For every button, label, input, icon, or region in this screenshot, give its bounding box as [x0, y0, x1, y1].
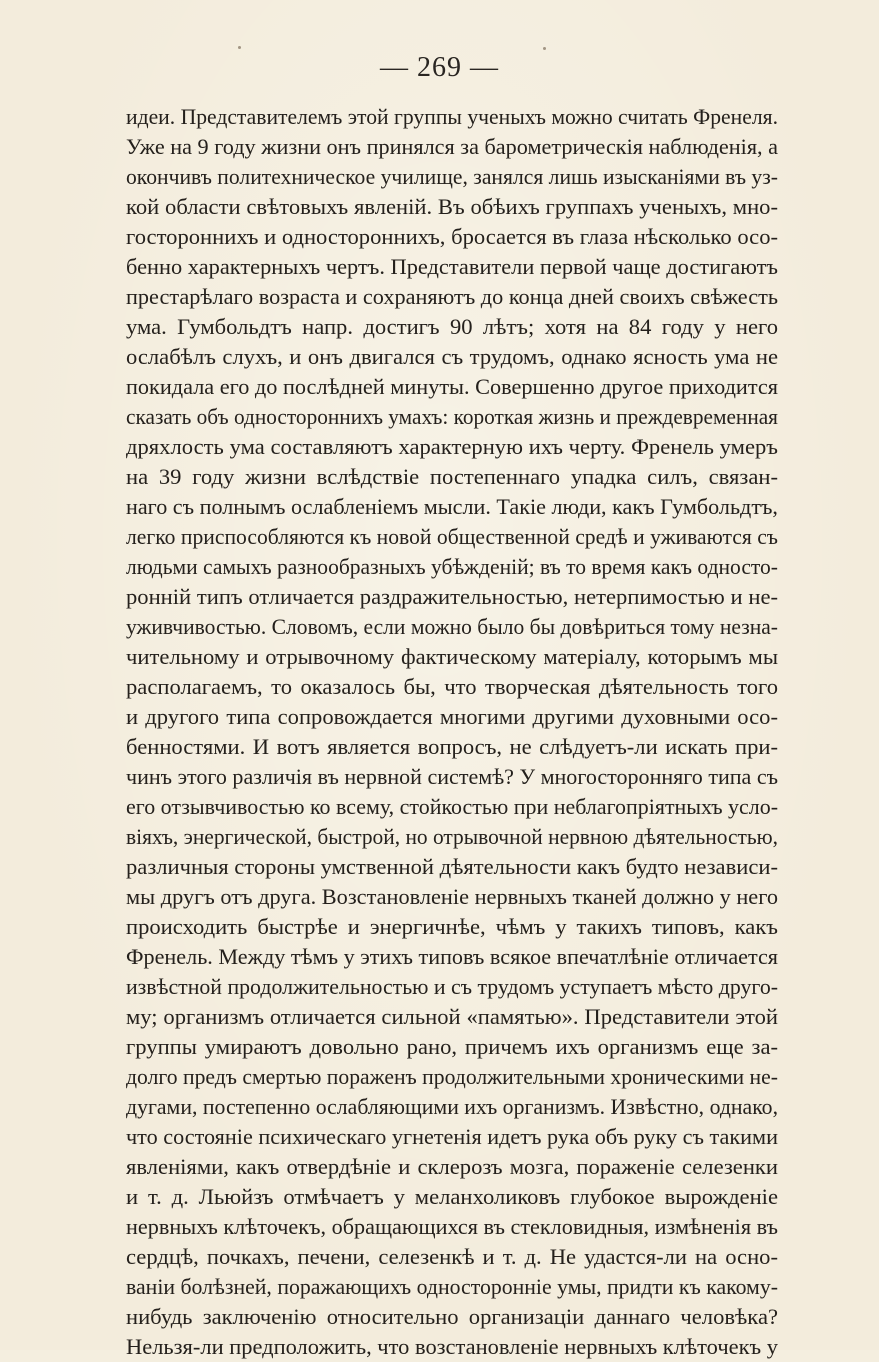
- text-line: и другого типа сопровождается многими другими духовными осо-: [126, 704, 778, 729]
- text-line: на 39 году жизни вслѣдствіе постепеннаго упадка силъ, связан-: [126, 464, 778, 489]
- page-number: — 269 —: [380, 52, 499, 83]
- text-line: располагаемъ, то оказалось бы, что творческая дѣятельность того: [126, 674, 778, 699]
- paper-speck: [238, 46, 241, 49]
- text-line: чинъ этого различія въ нервной системѣ? У многосторонняго типа съ: [126, 764, 778, 789]
- text-line: мы другъ отъ друга. Возстановленіе нервныхъ тканей должно у него: [126, 884, 778, 909]
- text-line: группы умираютъ довольно рано, причемъ ихъ организмъ еще за-: [126, 1034, 778, 1059]
- text-line: сердцѣ, почкахъ, печени, селезенкѣ и т. д. Не удастся-ли на осно-: [126, 1244, 778, 1269]
- text-line: уживчивостью. Словомъ, если можно было бы довѣриться тому незна-: [126, 614, 778, 639]
- text-line: ума. Гумбольдтъ напр. достигъ 90 лѣтъ; хотя на 84 году у него: [126, 314, 778, 339]
- text-line: ронній типъ отличается раздражительностью, нетерпимостью и не-: [126, 584, 778, 609]
- text-line: нервныхъ клѣточекъ, обращающихся въ стекловидныя, измѣненія въ: [126, 1214, 778, 1239]
- text-line: извѣстной продолжительностью и съ трудомъ уступаетъ мѣсто друго-: [126, 974, 778, 999]
- text-line: покидала его до послѣдней минуты. Совершенно другое приходится: [126, 374, 778, 399]
- text-line: престарѣлаго возраста и сохраняютъ до конца дней своихъ свѣжесть: [126, 284, 778, 309]
- text-line: ваніи болѣзней, поражающихъ односторонніе умы, придти къ какому-: [126, 1274, 778, 1299]
- text-line: происходить быстрѣе и энергичнѣе, чѣмъ у такихъ типовъ, какъ: [126, 914, 778, 939]
- text-line: нибудь заключенію относительно организаціи даннаго человѣка?: [126, 1304, 778, 1329]
- text-line: бенно характерныхъ чертъ. Представители первой чаще достигаютъ: [126, 254, 778, 279]
- text-line: чительному и отрывочному фактическому матеріалу, которымъ мы: [126, 644, 778, 669]
- text-line: дугами, постепенно ослабляющими ихъ организмъ. Извѣстно, однако,: [126, 1094, 778, 1119]
- text-line: наго съ полнымъ ослабленіемъ мысли. Такіе люди, какъ Гумбольдтъ,: [126, 494, 778, 519]
- text-line: гостороннихъ и одностороннихъ, бросается въ глаза нѣсколько осо-: [126, 224, 778, 249]
- text-line: окончивъ политехническое училище, занялся лишь изысканіями въ уз-: [126, 164, 778, 189]
- text-line: его отзывчивостью ко всему, стойкостью при неблагопріятныхъ усло-: [126, 794, 778, 819]
- text-line: людьми самыхъ разнообразныхъ убѣжденій; въ то время какъ односто-: [126, 554, 778, 579]
- text-line: ослабѣлъ слухъ, и онъ двигался съ трудомъ, однако ясность ума не: [126, 344, 778, 369]
- text-line: долго предъ смертью пораженъ продолжительными хроническими не-: [126, 1064, 778, 1089]
- text-line: Нельзя-ли предположить, что возстановленіе нервныхъ клѣточекъ у: [126, 1334, 778, 1359]
- text-line: различныя стороны умственной дѣятельности какъ будто независи-: [126, 854, 778, 879]
- text-line: сказать объ одностороннихъ умахъ: короткая жизнь и преждевременная: [126, 404, 778, 429]
- text-line: кой области свѣтовыхъ явленій. Въ обѣихъ группахъ ученыхъ, мно-: [126, 194, 778, 219]
- text-line: идеи. Представителемъ этой группы ученыхъ можно считать Френеля.: [126, 104, 778, 129]
- text-line: му; организмъ отличается сильной «памятью». Представители этой: [126, 1004, 778, 1029]
- text-line: явленіями, какъ отвердѣніе и склерозъ мозга, пораженіе селезенки: [126, 1154, 778, 1179]
- text-line: віяхъ, энергической, быстрой, но отрывочной нервною дѣятельностью,: [126, 824, 778, 849]
- text-line: Уже на 9 году жизни онъ принялся за барометрическія наблюденія, а: [126, 134, 778, 159]
- text-line: бенностями. И вотъ является вопросъ, не слѣдуетъ-ли искать при-: [126, 734, 778, 759]
- text-line: легко приспособляются къ новой общественной средѣ и уживаются съ: [126, 524, 778, 549]
- text-line: что состояніе психическаго угнетенія идетъ рука объ руку съ такими: [126, 1124, 778, 1149]
- text-line: дряхлость ума составляютъ характерную ихъ черту. Френель умеръ: [126, 434, 778, 459]
- text-line: и т. д. Льюйзъ отмѣчаетъ у меланхоликовъ глубокое вырожденіе: [126, 1184, 778, 1209]
- paper-speck: [543, 47, 546, 50]
- text-line: Френель. Между тѣмъ у этихъ типовъ всякое впечатлѣніе отличается: [126, 944, 778, 969]
- body-text: [126, 102, 778, 1362]
